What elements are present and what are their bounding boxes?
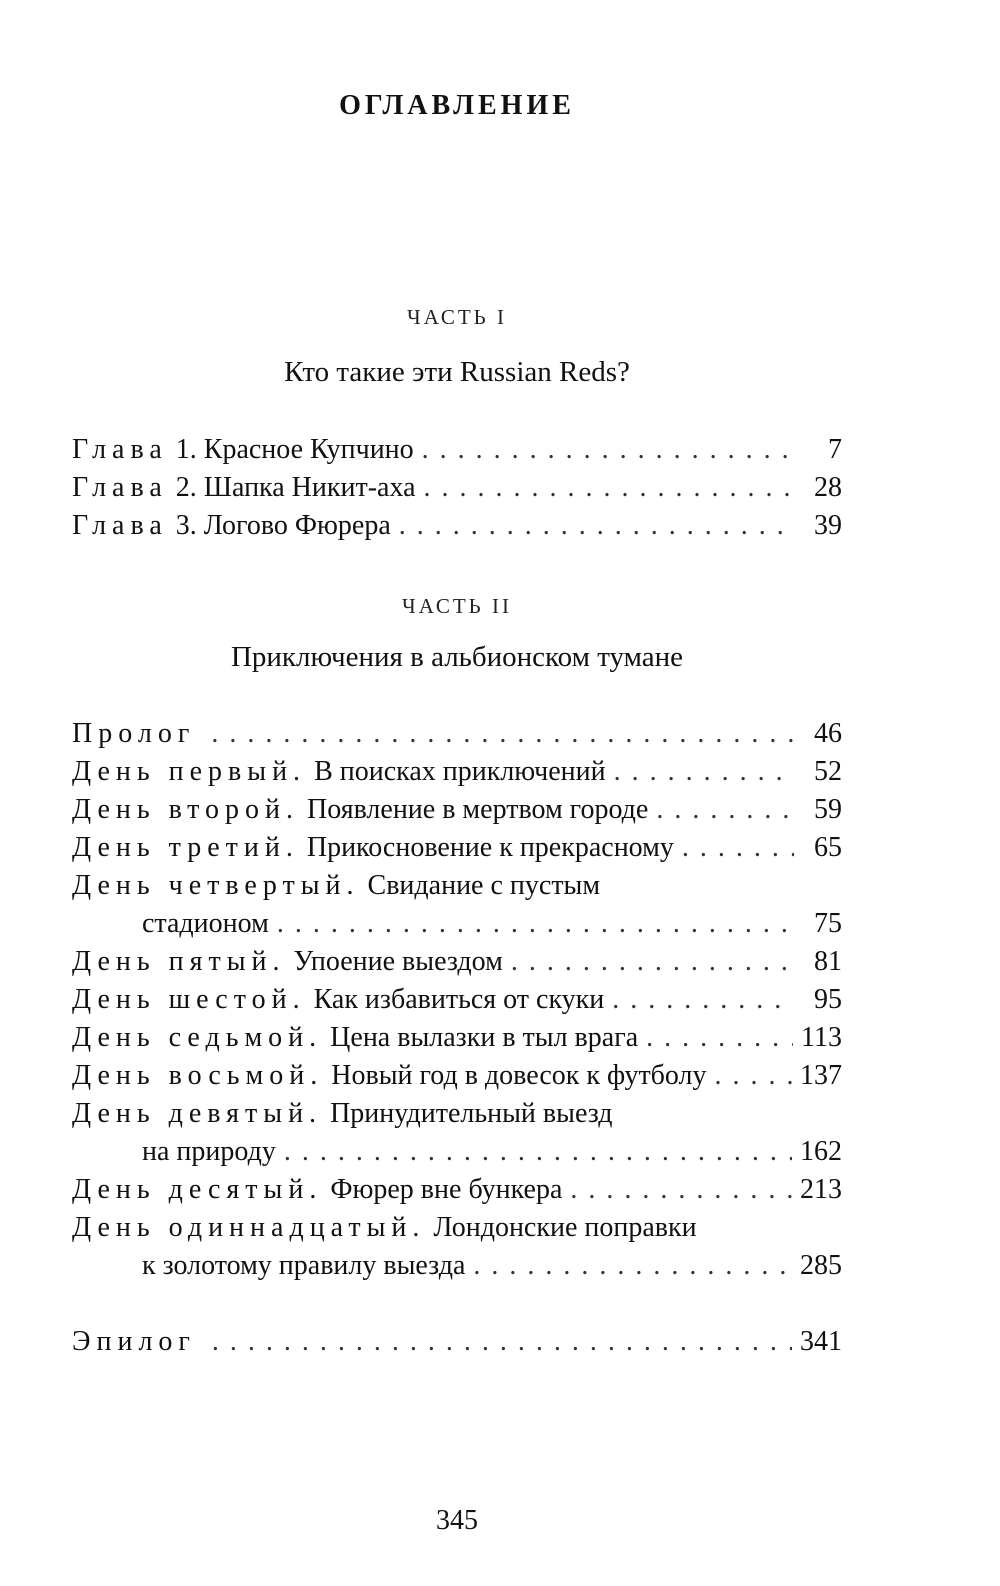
toc-entry[interactable] — [72, 753, 842, 791]
toc-entry-prefix: День пятый. — [72, 946, 286, 977]
toc-entry-continuation[interactable] — [72, 1133, 842, 1171]
toc-entry[interactable] — [72, 943, 842, 981]
toc-entry-page: 75 — [814, 908, 842, 939]
toc-entry-title: Упоение выездом — [293, 946, 503, 977]
dot-leader — [715, 1057, 792, 1095]
dot-leader — [424, 469, 794, 507]
toc-entry-prefix: День второй. — [72, 794, 299, 825]
toc-entry-title: 3. Логово Фюрера — [175, 510, 391, 541]
toc-entry-title: Принудительный выезд — [330, 1098, 613, 1129]
dot-leader — [473, 1247, 792, 1285]
toc-entry[interactable] — [72, 829, 842, 867]
toc-entry-page: 213 — [800, 1174, 842, 1205]
toc-entry-epilogue[interactable] — [72, 1323, 842, 1361]
toc-entry-page: 137 — [800, 1060, 842, 1091]
toc-entry-page: 28 — [814, 472, 842, 503]
toc-entry-page: 95 — [814, 984, 842, 1015]
toc-entry-title-continuation: на природу — [142, 1136, 276, 1167]
dot-leader — [682, 829, 794, 867]
toc-entry-prefix: День одиннадцатый. — [72, 1212, 426, 1243]
toc-entry-prefix: День третий. — [72, 832, 299, 863]
toc-entry-prefix: День первый. — [72, 756, 307, 787]
toc-entry[interactable] — [72, 1171, 842, 1209]
dot-leader — [284, 1133, 792, 1171]
toc-entry-title: Прикосновение к прекрасному — [306, 832, 674, 863]
toc-entry-page: 162 — [800, 1136, 842, 1167]
dot-leader — [646, 1019, 793, 1057]
toc-entry[interactable] — [72, 715, 842, 753]
page-title: ОГЛАВЛЕНИЕ — [339, 90, 575, 121]
toc-entry-title-continuation: стадионом — [142, 908, 269, 939]
page-number: 345 — [436, 1505, 478, 1536]
toc-entry[interactable] — [72, 1209, 842, 1247]
toc-entry-title: Как избавиться от скуки — [313, 984, 605, 1015]
toc-entry[interactable] — [72, 507, 842, 545]
epilogue-toc — [72, 1323, 842, 1361]
toc-entry-title: Фюрер вне бункера — [330, 1174, 563, 1205]
toc-entry-title: Цена вылазки в тыл врага — [330, 1022, 639, 1053]
toc-entry-prefix: Пролог — [72, 718, 196, 749]
toc-entry-prefix: День шестой. — [72, 984, 306, 1015]
dot-leader — [511, 943, 794, 981]
dot-leader — [614, 753, 794, 791]
toc-entry-title-continuation: к золотому правилу выезда — [142, 1250, 466, 1281]
toc-entry-prefix: День седьмой. — [72, 1022, 323, 1053]
toc-entry-title: Появление в мертвом городе — [307, 794, 649, 825]
toc-entry-prefix: Эпилог — [72, 1326, 196, 1357]
toc-entry[interactable] — [72, 791, 842, 829]
toc-entry-title: Новый год в довесок к футболу — [331, 1060, 707, 1091]
toc-entry[interactable] — [72, 867, 842, 905]
part-1-title: Кто такие эти Russian Reds? — [284, 356, 630, 388]
toc-entry-page: 59 — [814, 794, 842, 825]
toc-entry[interactable] — [72, 981, 842, 1019]
dot-leader — [277, 905, 794, 943]
toc-entry-page: 52 — [814, 756, 842, 787]
toc-entry-prefix: Глава — [72, 472, 168, 503]
toc-entry-prefix: День девятый. — [72, 1098, 323, 1129]
dot-leader — [656, 791, 794, 829]
toc-entry-title: Лондонские поправки — [433, 1212, 697, 1243]
toc-entry[interactable] — [72, 431, 842, 469]
toc-entry[interactable] — [72, 1057, 842, 1095]
part-2-toc — [72, 715, 842, 1285]
toc-entry-page: 46 — [814, 718, 842, 749]
toc-entry-continuation[interactable] — [72, 1247, 842, 1285]
part-2-title: Приключения в альбионском тумане — [230, 641, 684, 673]
toc-entry[interactable] — [72, 1095, 842, 1133]
toc-entry-prefix: День четвертый. — [72, 870, 360, 901]
dot-leader — [422, 431, 794, 469]
toc-entry-prefix: Глава — [72, 434, 168, 465]
toc-entry[interactable] — [72, 1019, 842, 1057]
dot-leader — [612, 981, 794, 1019]
dot-leader — [399, 507, 794, 545]
toc-entry-page: 113 — [801, 1022, 842, 1053]
dot-leader — [570, 1171, 792, 1209]
toc-entry-page: 65 — [814, 832, 842, 863]
toc-entry-page: 341 — [800, 1326, 842, 1357]
toc-entry-prefix: Глава — [72, 510, 168, 541]
toc-entry-page: 39 — [814, 510, 842, 541]
toc-entry-title: 2. Шапка Никит-аха — [175, 472, 416, 503]
dot-leader — [212, 1323, 792, 1361]
toc-entry-page: 81 — [814, 946, 842, 977]
toc-entry-continuation[interactable] — [72, 905, 842, 943]
part-2-label: ЧАСТЬ II — [402, 594, 512, 618]
part-1-label: ЧАСТЬ I — [407, 305, 507, 329]
toc-entry-page: 7 — [828, 434, 842, 465]
toc-entry[interactable] — [72, 469, 842, 507]
toc-entry-title: В поисках приключений — [314, 756, 606, 787]
toc-entry-title: 1. Красное Купчино — [175, 434, 414, 465]
dot-leader — [211, 715, 794, 753]
toc-entry-prefix: День десятый. — [72, 1174, 323, 1205]
toc-entry-title: Свидание с пустым — [367, 870, 601, 901]
toc-entry-page: 285 — [800, 1250, 842, 1281]
toc-entry-prefix: День восьмой. — [72, 1060, 324, 1091]
part-1-toc — [72, 431, 842, 545]
